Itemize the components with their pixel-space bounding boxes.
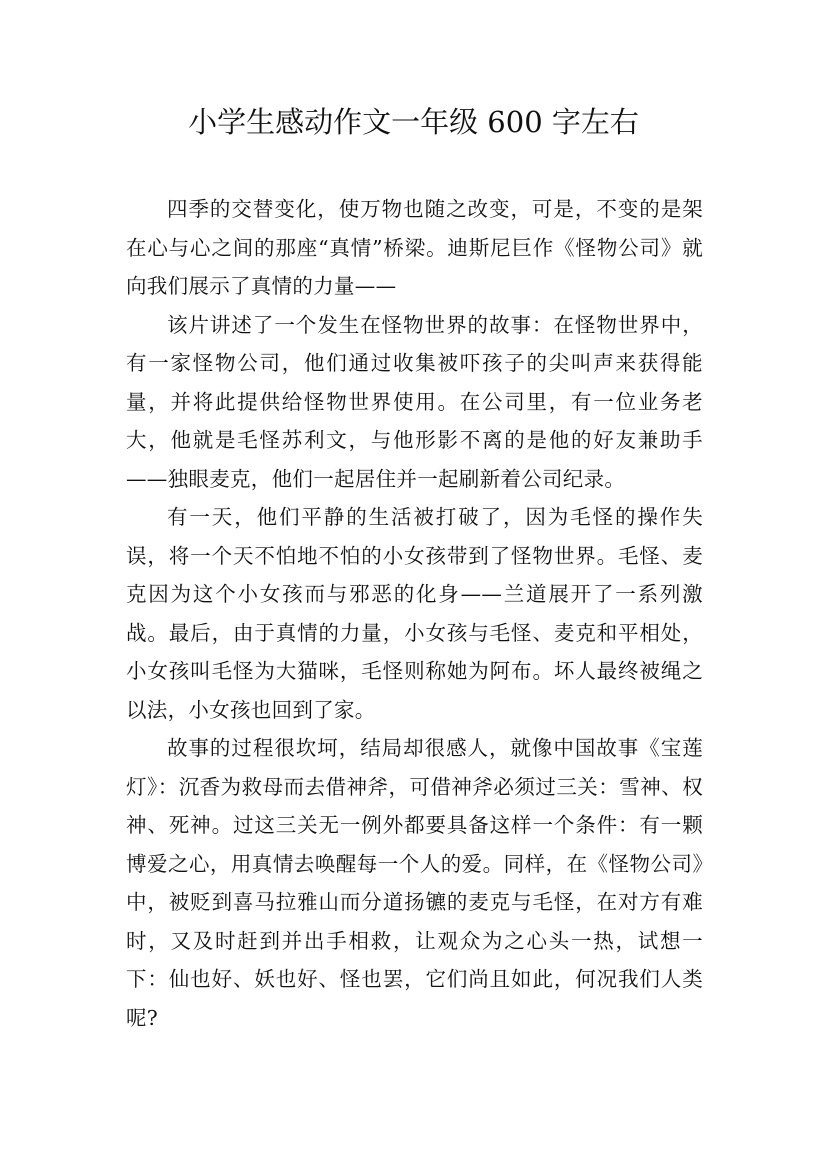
- paragraph-2: 该片讲述了一个发生在怪物世界的故事：在怪物世界中，有一家怪物公司，他们通过收集被吓孩子的尖叫声来获得能量，并将此提供给怪物世界使用。在公司里，有一位业务老大，他就是毛怪苏利文，与他形影不离的是他的好友兼助手——独眼麦克，他们一起居住并一起刷新着公司纪录。: [126, 312, 703, 491]
- paragraph-4: 故事的过程很坎坷，结局却很感人，就像中国故事《宝莲灯》：沉香为救母而去借神斧，可借神斧必须过三关：雪神、权神、死神。过这三关无一例外都要具备这样一个条件：有一颗博爱之心，用真情去唤醒每一个人的爱。同样，在《怪物公司》中，被贬到喜马拉雅山而分道扬镳的麦克与毛怪，在对方有难时，又及时赶到并出手相救，让观众为之心头一热，试想一下：仙也好、妖也好、怪也罢，它们尚且如此，何况我们人类呢?: [126, 736, 703, 1030]
- paragraph-1: 四季的交替变化，使万物也随之改变，可是，不变的是架在心与心之间的那座“真情”桥梁。迪斯尼巨作《怪物公司》就向我们展示了真情的力量——: [126, 197, 703, 298]
- paragraph-3: 有一天，他们平静的生活被打破了，因为毛怪的操作失误，将一个天不怕地不怕的小女孩带到了怪物世界。毛怪、麦克因为这个小女孩而与邪恶的化身——兰道展开了一系列激战。最后，由于真情的力量，小女孩与毛怪、麦克和平相处，小女孩叫毛怪为大猫咪，毛怪则称她为阿布。坏人最终被绳之以法，小女孩也回到了家。: [126, 505, 703, 722]
- document-title: 小学生感动作文一年级 600 字左右: [188, 105, 639, 139]
- document-body: [126, 190, 703, 1037]
